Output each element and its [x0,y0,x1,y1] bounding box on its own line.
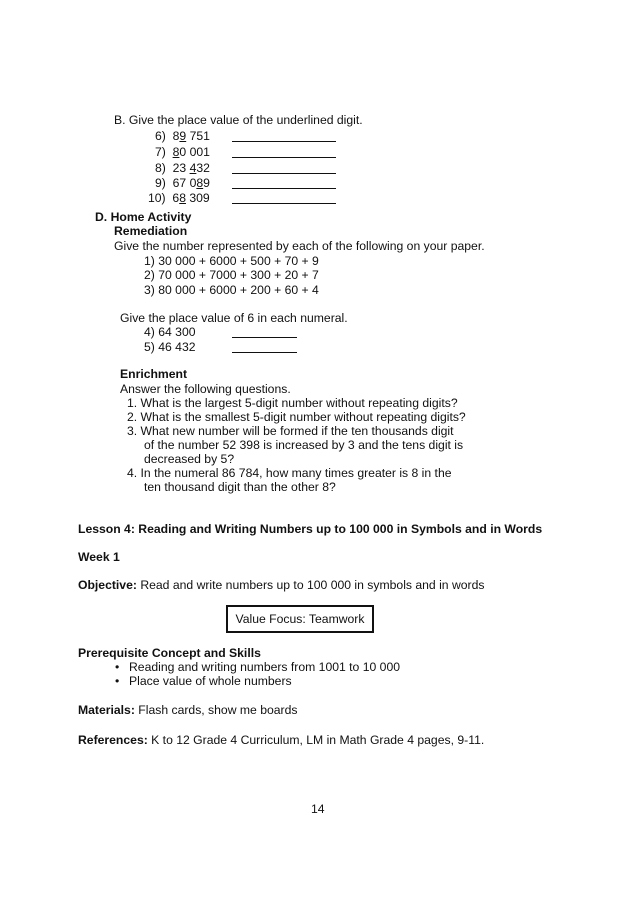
number-part: 9 [203,176,210,190]
enrichment-question: 4. In the numeral 86 784, how many times greater is 8 in the [127,466,452,480]
remediation-item: 2) 70 000 + 7000 + 300 + 20 + 7 [144,268,319,282]
answer-blank [232,203,336,204]
number-part: 67 0 [172,176,197,190]
place-value-item: 5) 46 432 [144,340,196,354]
section-b-item [155,176,210,191]
prerequisite-text: Reading and writing numbers from 1001 to 10 000 [129,660,400,674]
remediation-item: 1) 30 000 + 6000 + 500 + 70 + 9 [144,254,319,268]
enrichment-question: 1. What is the largest 5-digit number without repeating digits? [127,396,458,410]
number-part: 23 [172,161,190,175]
objective [78,578,484,593]
materials [78,703,297,718]
answer-blank [232,173,336,174]
enrichment-instruction: Answer the following questions. [120,382,291,396]
answer-blank [232,337,297,338]
underlined-digit: 9 [179,129,187,143]
item-number: 10) [148,191,166,205]
answer-blank [232,352,297,353]
enrichment-title: Enrichment [120,367,188,381]
section-b-item [148,191,210,206]
remediation-title: Remediation [114,224,188,238]
section-b-heading: B. Give the place value of the underlined digit. [114,113,363,127]
enrichment-question-continued: decreased by 5? [144,452,235,466]
underlined-digit: 8 [179,191,186,205]
prerequisite-item [115,674,292,689]
remediation-item: 3) 80 000 + 6000 + 200 + 60 + 4 [144,283,319,297]
bullet-icon: • [115,674,120,688]
section-b-item [155,145,210,160]
materials-label: Materials: [78,703,135,717]
remediation-instruction: Give the number represented by each of the following on your paper. [114,239,485,253]
prerequisite-item [115,660,400,675]
section-b-item [155,129,210,144]
enrichment-question: 3. What new number will be formed if the ten thousands digit [127,424,454,438]
answer-blank [232,188,336,189]
underlined-digit: 8 [196,176,204,190]
section-b-item [155,161,210,176]
item-number: 8) [155,161,166,175]
enrichment-question: 2. What is the smallest 5-digit number without repeating digits? [127,410,466,424]
place-value-instruction: Give the place value of 6 in each numeral. [120,311,348,325]
references [78,733,484,748]
prerequisite-title: Prerequisite Concept and Skills [78,646,261,660]
objective-text: Read and write numbers up to 100 000 in symbols and in words [136,578,485,592]
references-text: K to 12 Grade 4 Curriculum, LM in Math Grade 4 pages, 9-11. [147,733,485,747]
number-part: 6 [172,191,180,205]
number-part: 32 [196,161,210,175]
number-part: 8 [172,129,180,143]
bullet-icon: • [115,660,120,674]
answer-blank [232,157,336,158]
answer-blank [232,141,336,142]
prerequisite-text: Place value of whole numbers [129,674,292,688]
number-part: 751 [186,129,210,143]
number-part: 0 001 [179,145,210,159]
section-d-heading: D. Home Activity [95,210,192,224]
enrichment-question-continued: ten thousand digit than the other 8? [144,480,336,494]
underlined-digit: 4 [189,161,197,175]
value-focus-box [226,605,374,633]
page-number: 14 [311,802,325,816]
item-number: 7) [155,145,166,159]
materials-text: Flash cards, show me boards [134,703,298,717]
objective-label: Objective: [78,578,137,592]
number-part: 309 [185,191,210,205]
enrichment-question-continued: of the number 52 398 is increased by 3 and the tens digit is [144,438,464,452]
lesson-title: Lesson 4: Reading and Writing Numbers up to 100 000 in Symbols and in Words [78,522,543,536]
value-focus-text: Value Focus: Teamwork [235,611,365,626]
item-number: 6) [155,129,166,143]
place-value-item: 4) 64 300 [144,325,196,339]
references-label: References: [78,733,148,747]
item-number: 9) [155,176,166,190]
week-label: Week 1 [78,550,120,564]
underlined-digit: 8 [172,145,180,159]
